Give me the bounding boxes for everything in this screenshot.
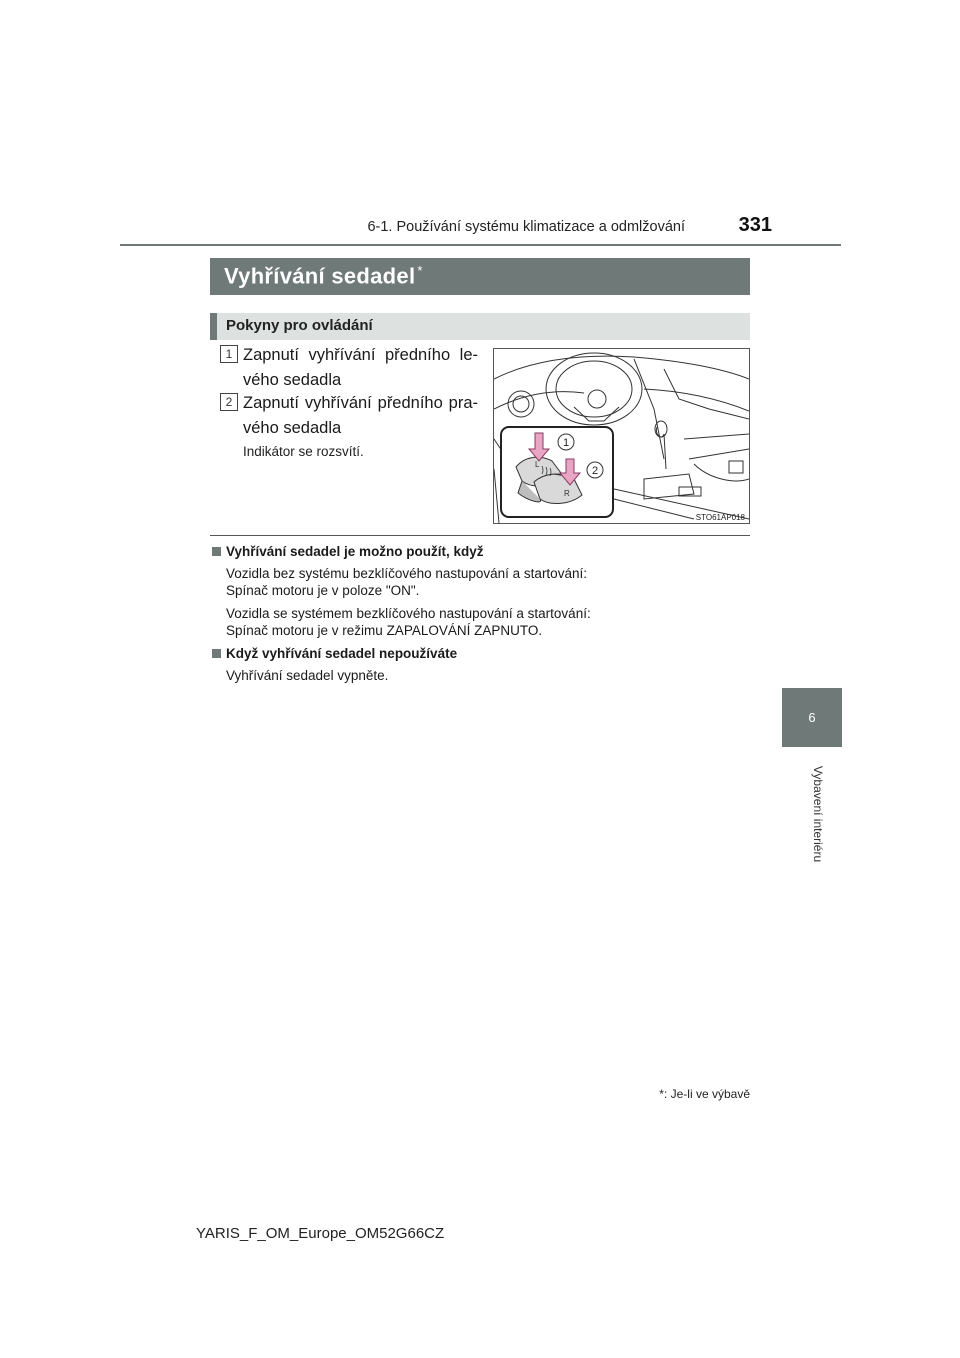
subsection-title: Pokyny pro ovládání xyxy=(226,317,373,334)
chapter-tab-label-text: Vybavení interiéru xyxy=(811,765,825,863)
item-number-2: 2 xyxy=(220,393,238,411)
section-title: Vyhřívání sedadel xyxy=(224,263,416,289)
footnote-text: : Je-li ve výbavě xyxy=(663,1087,750,1101)
chapter-tab-label xyxy=(806,757,826,877)
notes-divider xyxy=(210,535,750,536)
indicator-note: Indikátor se rozsvítí. xyxy=(243,444,364,459)
item-1-line-2: vého sedadla xyxy=(243,371,342,389)
chapter-title: 6-1. Používání systému klimatizace a odmlžování xyxy=(367,219,685,235)
header-rule xyxy=(120,244,841,246)
note-heading-2-text: Když vyhřívání sedadel nepoužíváte xyxy=(226,646,458,661)
subsection-accent xyxy=(210,313,217,340)
illustration-code: STO61AP018 xyxy=(695,513,745,522)
item-2-line-2: vého sedadla xyxy=(243,419,342,437)
note-2-para-1-line-1: Vyhřívání sedadel vypněte. xyxy=(226,668,389,683)
footnote-marker: * xyxy=(659,1087,664,1101)
footnote xyxy=(570,1087,750,1101)
seat-heater-illustration xyxy=(493,348,750,524)
callout-2: 2 xyxy=(591,465,599,477)
note-heading-1-text: Vyhřívání sedadel je možno použít, když xyxy=(226,544,484,559)
note-heading-2 xyxy=(212,646,457,661)
section-title-bar xyxy=(210,258,750,295)
note-1-para-1-line-2: Spínač motoru je v poloze "ON". xyxy=(226,583,420,598)
chapter-tab-number: 6 xyxy=(808,710,816,725)
bullet-square-icon xyxy=(212,649,221,658)
optional-equipment-marker: * xyxy=(417,263,423,278)
subsection-title-bar xyxy=(210,313,750,340)
document-code: YARIS_F_OM_Europe_OM52G66CZ xyxy=(196,1225,445,1242)
chapter-tab xyxy=(782,688,842,747)
item-1-line-1: Zapnutí vyhřívání předního le- xyxy=(243,346,478,364)
note-1-para-1-line-1: Vozidla bez systému bezklíčového nastupování a startování: xyxy=(226,566,587,581)
item-2-line-1: Zapnutí vyhřívání předního pra- xyxy=(243,394,478,412)
page-number: 331 xyxy=(738,214,772,236)
callout-1: 1 xyxy=(562,437,570,449)
dashboard-drawing xyxy=(494,349,749,523)
right-seat-button-letter: R xyxy=(564,489,570,498)
note-1-para-2-line-2: Spínač motoru je v režimu ZAPALOVÁNÍ ZAPNUTO. xyxy=(226,623,543,638)
left-seat-button-letter: L xyxy=(535,460,540,469)
item-number-1: 1 xyxy=(220,345,238,363)
note-1-para-2-line-1: Vozidla se systémem bezklíčového nastupování a startování: xyxy=(226,606,591,621)
bullet-square-icon xyxy=(212,547,221,556)
note-heading-1 xyxy=(212,544,484,559)
